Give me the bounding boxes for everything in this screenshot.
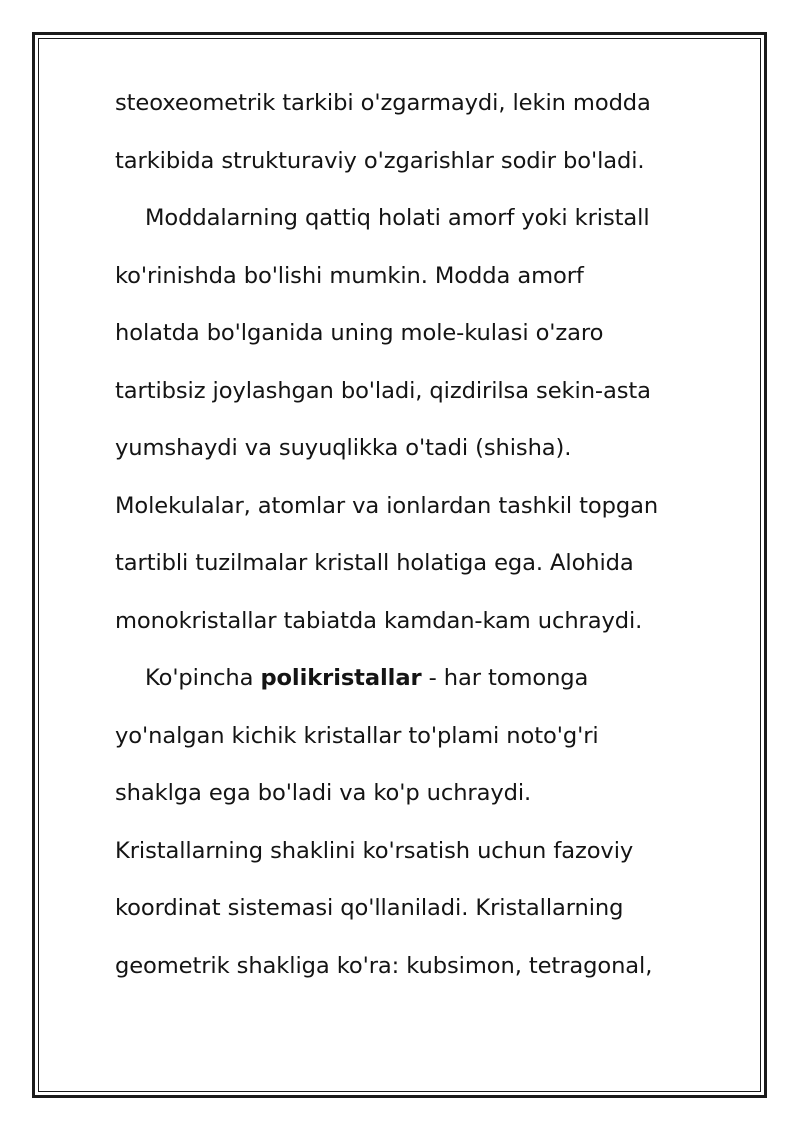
paragraph-2: [115, 190, 745, 650]
text-line: yo'nalgan kichik kristallar to'plami noto'g'ri: [115, 722, 599, 749]
text-line: tarkibida strukturaviy o'zgarishlar sodir bo'ladi.: [115, 147, 645, 174]
text-line: monokristallar tabiatda kamdan-kam uchraydi.: [115, 607, 643, 634]
text-line: tartibli tuzilmalar kristall holatiga ega. Alohida: [115, 550, 634, 576]
text-line: steoxeometrik tarkibi o'zgarmaydi, lekin modda: [115, 90, 651, 116]
document-body: [115, 75, 745, 995]
text-line: ko'rinishda bo'lishi mumkin. Modda amorf: [115, 262, 584, 289]
text-line: koordinat sistemasi qo'llaniladi. Kristallarning: [115, 895, 624, 921]
paragraph-1: [115, 75, 745, 190]
text-line: shaklga ega bo'ladi va ko'p uchraydi.: [115, 780, 532, 806]
bold-term: polikristallar: [260, 665, 422, 691]
text-line: tartibsiz joylashgan bo'ladi, qizdirilsa sekin-asta: [115, 377, 651, 404]
text-line: holatda bo'lganida uning mole-kulasi o'zaro: [115, 320, 604, 346]
text-line: Kristallarning shaklini ko'rsatish uchun fazoviy: [115, 837, 634, 864]
text-prefix: Ko'pincha: [145, 665, 261, 691]
text-line: [115, 650, 745, 708]
paragraph-3: [115, 650, 745, 995]
text-suffix: - har tomonga: [421, 665, 589, 691]
text-line: Moddalarning qattiq holati amorf yoki kristall: [145, 205, 650, 231]
text-line: Molekulalar, atomlar va ionlardan tashkil topgan: [115, 492, 659, 519]
text-line: geometrik shakliga ko'ra: kubsimon, tetragonal,: [115, 952, 653, 979]
text-line: yumshaydi va suyuqlikka o'tadi (shisha).: [115, 435, 572, 461]
